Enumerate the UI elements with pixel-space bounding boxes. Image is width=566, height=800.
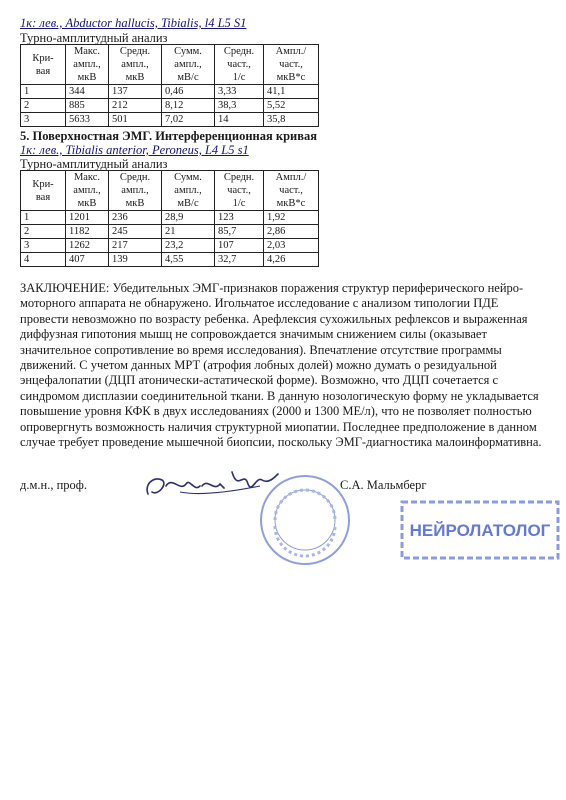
section1-subheading: 1к: лев., Abductor hallucis, Tibialis, l4 L5 S1 bbox=[20, 16, 247, 30]
table-row bbox=[21, 253, 319, 267]
table-row bbox=[21, 113, 319, 127]
table-cell: 236 bbox=[109, 211, 162, 225]
table-cell: 7,02 bbox=[162, 113, 215, 127]
table-cell: 32,7 bbox=[215, 253, 264, 267]
table-row bbox=[21, 211, 319, 225]
section2-caption: Турно-амплитудный анализ bbox=[20, 157, 168, 171]
table-cell: 245 bbox=[109, 225, 162, 239]
col-header: Средн. ампл., мкВ bbox=[109, 45, 162, 85]
table-cell: 14 bbox=[215, 113, 264, 127]
col-header: Макс. ампл., мкВ bbox=[66, 45, 109, 85]
section1-caption: Турно-амплитудный анализ bbox=[20, 31, 168, 45]
table-cell: 1182 bbox=[66, 225, 109, 239]
table-cell: 4,55 bbox=[162, 253, 215, 267]
table-cell: 2 bbox=[21, 99, 66, 113]
col-header: Сумм. ампл., мВ/с bbox=[162, 171, 215, 211]
table-cell: 21 bbox=[162, 225, 215, 239]
table-cell: 3 bbox=[21, 113, 66, 127]
round-seal-stamp bbox=[255, 470, 355, 570]
table-cell: 217 bbox=[109, 239, 162, 253]
table-cell: 1262 bbox=[66, 239, 109, 253]
col-header: Ампл./ част., мкВ*с bbox=[264, 171, 319, 211]
table-cell: 8,12 bbox=[162, 99, 215, 113]
col-header: Средн. част., 1/с bbox=[215, 171, 264, 211]
table-cell: 407 bbox=[66, 253, 109, 267]
table-cell: 28,9 bbox=[162, 211, 215, 225]
table-cell: 5633 bbox=[66, 113, 109, 127]
table-cell: 35,8 bbox=[264, 113, 319, 127]
table-cell: 3 bbox=[21, 239, 66, 253]
section2-subheading: 1к: лев., Tibialis anterior, Peroneus, L4 L5 s1 bbox=[20, 143, 249, 157]
table-cell: 107 bbox=[215, 239, 264, 253]
table-cell: 5,52 bbox=[264, 99, 319, 113]
table-cell: 139 bbox=[109, 253, 162, 267]
col-header: Средн. част., 1/с bbox=[215, 45, 264, 85]
table-cell: 123 bbox=[215, 211, 264, 225]
col-header: Средн. ампл., мкВ bbox=[109, 171, 162, 211]
table-cell: 2,86 bbox=[264, 225, 319, 239]
turns-amplitude-table-1 bbox=[20, 44, 319, 127]
table-row bbox=[21, 225, 319, 239]
table-cell: 2 bbox=[21, 225, 66, 239]
table-row bbox=[21, 85, 319, 99]
table-cell: 212 bbox=[109, 99, 162, 113]
table-cell: 2,03 bbox=[264, 239, 319, 253]
section2-heading: 5. Поверхностная ЭМГ. Интерференционная кривая bbox=[20, 129, 317, 143]
table-cell: 885 bbox=[66, 99, 109, 113]
table-cell: 3,33 bbox=[215, 85, 264, 99]
col-header: Макс. ампл., мкВ bbox=[66, 171, 109, 211]
table-cell: 4 bbox=[21, 253, 66, 267]
table-cell: 4,26 bbox=[264, 253, 319, 267]
col-header: Сумм. ампл., мВ/с bbox=[162, 45, 215, 85]
department-rectangular-stamp bbox=[400, 500, 560, 560]
conclusion-paragraph: ЗАКЛЮЧЕНИЕ: Убедительных ЭМГ-признаков поражения структур периферического нейро-моторного аппарата не обнаружено. Игольчатое исследование с анализом типологии ПДЕ провести невозможно по возрасту ребенка. Арефлексия сухожильных рефлексов и выраженная диффузная гипотония мышц не сопровождается значимым снижением силы (оказывает значительное сопротивление во время исследования). Впечатление отсутствие программы движений. С учетом данных МРТ (атрофия лобных долей) можно думать о резидуальной энцефалопатии (ДЦП атонически-астатической форме). Возможно, что ДЦП сочетается с синдромом дисплазии соединительной ткани. В данную нозологическую форму не укладывается повышение уровня КФК в двух исследованиях (2000 и 1300 МЕ/л), что не позволяет полностью опровергнуть возможность наличия структурной миопатии. Последнее предположение в данном случае требует проведение мышечной биопсии, поскольку ЭМГ-диагностика малоинформативна. bbox=[20, 281, 542, 450]
table-cell: 41,1 bbox=[264, 85, 319, 99]
stamp-label: НЕЙРОЛАТОЛОГ bbox=[409, 521, 551, 540]
table-cell: 1201 bbox=[66, 211, 109, 225]
col-header: Кри- вая bbox=[21, 45, 66, 85]
table-row bbox=[21, 239, 319, 253]
col-header: Ампл./ част., мкВ*с bbox=[264, 45, 319, 85]
table-row bbox=[21, 99, 319, 113]
signer-name: С.А. Мальмберг bbox=[340, 478, 427, 492]
table-cell: 501 bbox=[109, 113, 162, 127]
table-cell: 344 bbox=[66, 85, 109, 99]
table-cell: 0,46 bbox=[162, 85, 215, 99]
table-cell: 38,3 bbox=[215, 99, 264, 113]
table-cell: 1 bbox=[21, 85, 66, 99]
turns-amplitude-table-2 bbox=[20, 170, 319, 267]
table-cell: 23,2 bbox=[162, 239, 215, 253]
table-cell: 1 bbox=[21, 211, 66, 225]
table-cell: 137 bbox=[109, 85, 162, 99]
col-header: Кри- вая bbox=[21, 171, 66, 211]
table-cell: 85,7 bbox=[215, 225, 264, 239]
table-cell: 1,92 bbox=[264, 211, 319, 225]
signer-title: д.м.н., проф. bbox=[20, 478, 87, 492]
